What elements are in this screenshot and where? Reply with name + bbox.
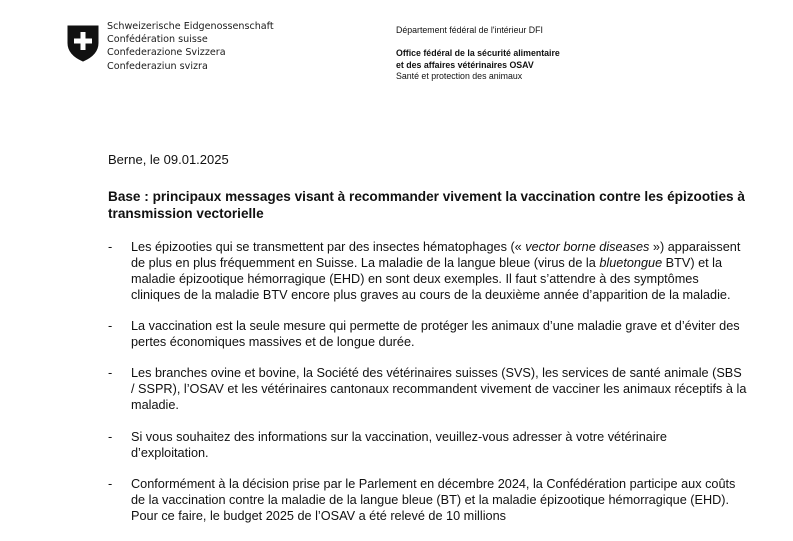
- text-segment: ») apparaissent de plus en plus fréquemment en Suisse. La maladie de la langue bleue (virus de la: [131, 240, 741, 270]
- swiss-coat-of-arms-icon: [66, 24, 100, 62]
- letterhead-office: [396, 25, 560, 83]
- list-item: [108, 319, 748, 351]
- key-messages-list: [108, 240, 748, 540]
- bullet-marker: -: [108, 366, 113, 381]
- office-name-line-1: Office fédéral de la sécurité alimentaire: [396, 48, 560, 59]
- confederation-name-rm: Confederaziun svizra: [107, 60, 208, 72]
- department-name: Département fédéral de l'intérieur DFI: [396, 25, 543, 35]
- text-segment: Les épizooties qui se transmettent par des insectes hématophages («: [131, 240, 526, 254]
- emphasis-text: bluetongue: [599, 255, 663, 270]
- division-name: Santé et protection des animaux: [396, 71, 523, 82]
- date-line: Berne, le 09.01.2025: [108, 152, 229, 167]
- emphasis-text: vector borne diseases: [525, 240, 650, 254]
- letterhead-confederation: [66, 20, 326, 90]
- document-title: Base : principaux messages visant à recommander vivement la vaccination contre les épizooties à transmission vectorielle: [108, 189, 745, 221]
- confederation-names: [107, 20, 274, 73]
- list-item-text: Si vous souhaitez des informations sur la vaccination, veuillez-vous adresser à votre vétérinaire d’exploitation.: [131, 429, 667, 460]
- list-item-text: Conformément à la décision prise par le Parlement en décembre 2024, la Confédération participe aux coûts de la vaccination contre la maladie de la langue bleue (BT) et la maladie épizootique hémorragique (EHD). Pour ce faire, le budget 2025 de l’OSAV a été relevé de 10 millions: [131, 476, 736, 523]
- bullet-marker: -: [108, 319, 113, 334]
- confederation-name-de: Schweizerische Eidgenossenschaft: [107, 21, 274, 32]
- list-item-text: La vaccination est la seule mesure qui permette de protéger les animaux d’une maladie grave et d’éviter des pertes économiques massives et de longue durée.: [131, 319, 740, 350]
- list-item: [108, 430, 748, 462]
- list-item: [108, 477, 748, 525]
- list-item-text: [131, 240, 748, 304]
- list-item: [108, 240, 748, 304]
- list-item: [108, 366, 748, 414]
- list-item-text: Les branches ovine et bovine, la Société des vétérinaires suisses (SVS), les services de santé animale (SBS / SSPR), l’OSAV et les vétérinaires cantonaux recommandent vivement de vacciner les animaux réceptifs à la maladie.: [131, 366, 747, 413]
- bullet-marker: -: [108, 476, 113, 491]
- office-name-line-2: et des affaires vétérinaires OSAV: [396, 59, 534, 70]
- confederation-name-it: Confederazione Svizzera: [107, 47, 226, 59]
- confederation-name-fr: Confédération suisse: [107, 34, 208, 46]
- bullet-marker: -: [108, 429, 113, 444]
- text-segment: BTV) et la maladie épizootique hémorragique (EHD) en sont deux exemples. Il faut s’attendre à des symptômes cliniques de la maladie BTV encore plus graves au cours de la deuxième année d’apparition de la maladie.: [131, 255, 731, 302]
- bullet-marker: -: [108, 240, 113, 254]
